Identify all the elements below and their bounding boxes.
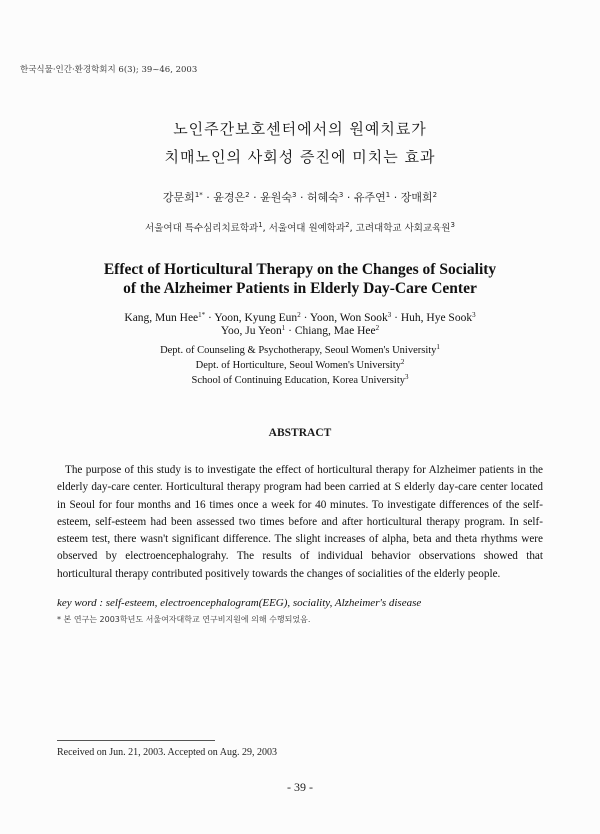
journal-header: 한국식물·인간·환경학회지 6(3); 39~46, 2003 [20, 65, 198, 75]
abstract-heading: ABSTRACT [268, 427, 332, 439]
author-name: 허혜숙 [307, 191, 339, 204]
korean-affiliations: 서울여대 특수심리치료학과$^1$, 서울여대 원예학과$^2$, 고려대학교 사회교육원$^3$ [145, 221, 455, 234]
english-affiliation-2: Dept. of Horticulture, Seoul Women's University$^2$ [195, 358, 405, 371]
korean-title-line-1: 노인주간보호센터에서의 원예치료가 [173, 120, 427, 138]
author-name: 유주연 [353, 191, 386, 204]
keywords: key word : self-esteem, electroencephalogram(EEG), sociality, Alzheimer's disease [57, 597, 422, 609]
author-name: Huh, Hye Sook [400, 312, 473, 324]
author-name: Chiang, Mae Hee [294, 325, 376, 337]
english-affiliation-3: School of Continuing Education, Korea University$^3$ [191, 373, 409, 386]
received-date: Received on Jun. 21, 2003. Accepted on Aug. 29, 2003 [57, 747, 277, 758]
abstract-body [57, 462, 543, 583]
affiliation: 고려대학교 사회교육원 [355, 223, 451, 234]
funding-footnote: * 본 연구는 2003학년도 서울여자대학교 연구비지원에 의해 수행되었음. [57, 615, 311, 624]
page-number: - 39 - [287, 780, 313, 794]
author-name: Yoon, Kyung Eun [214, 312, 298, 324]
abstract-paragraph: The purpose of this study is to investigate the effect of horticultural therapy for Alzheimer patients in the elderly day-care center. Horticultural therapy program had been carried at S elderly day-care center located in Seoul for four months and 16 times once a week for 40 minutes. To investigate differences of the self-esteem, self-esteem had been assessed two times before and after horticultural therapy program. In self-esteem test, there wasn't significant difference. The slight increases of alpha, beta and theta rhythms were observed by electroencephalograhy. The results of individual behavior observations showed that horticultural therapy contributed positively towards the changes of socialities of the elderly people. [57, 464, 543, 580]
affiliation: 서울여대 특수심리치료학과 [145, 223, 259, 234]
author-name: Yoo, Ju Yeon [220, 325, 282, 337]
author-name: Yoon, Won Sook [309, 312, 388, 324]
english-title-line-1: Effect of Horticultural Therapy on the Changes of Sociality [103, 261, 497, 278]
korean-title-line-2: 치매노인의 사회성 증진에 미치는 효과 [164, 148, 436, 166]
english-authors-line-1: Kang, Mun Hee$^{1*}$ · Yoon, Kyung Eun$^2$ · Yoon, Won Sook$^3$ · Huh, Hye Sook$^3$ [124, 311, 476, 324]
affiliation: 서울여대 원예학과 [268, 223, 346, 234]
author-name: 윤경은 [213, 191, 246, 204]
english-affiliation-1: Dept. of Counseling & Psychotherapy, Seoul Women's University$^1$ [160, 343, 440, 356]
footnote-divider [57, 740, 215, 741]
author-name: Kang, Mun Hee [124, 312, 199, 324]
korean-authors: 강문희$^{1*}$ · 윤경은$^2$ · 윤원숙$^3$ · 허혜숙$^3$ · 유주연$^1$ · 장매희$^2$ [162, 191, 438, 204]
english-title-line-2: of the Alzheimer Patients in Elderly Day-Care Center [123, 280, 477, 297]
english-authors-line-2: Yoo, Ju Yeon$^1$ · Chiang, Mae Hee$^2$ [220, 324, 380, 337]
author-name: 강문희 [162, 191, 195, 204]
author-name: 윤원숙 [260, 191, 293, 204]
author-name: 장매희 [400, 191, 433, 204]
